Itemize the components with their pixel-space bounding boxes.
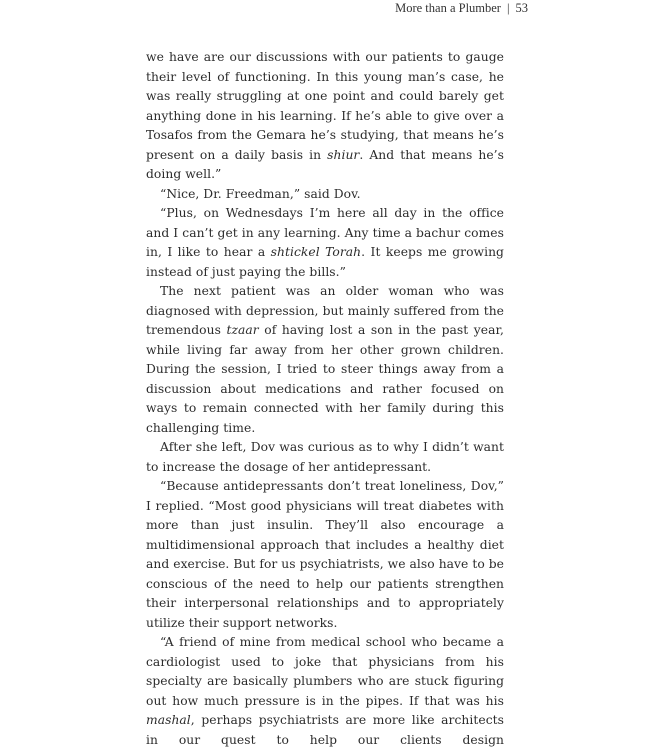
body-text bbox=[146, 48, 504, 750]
paragraph bbox=[146, 204, 504, 282]
text-run: The next patient was an older woman who was diagnosed with depression, but mainly suffered from the tremendous bbox=[146, 284, 504, 337]
italic-term: mashal bbox=[146, 713, 191, 727]
running-header bbox=[395, 0, 528, 16]
text-run: “Plus, on Wednesdays I’m here all day in the office and I can’t get in any learning. Any time a bachur comes in, I like to hear a bbox=[146, 206, 504, 259]
page-number: 53 bbox=[515, 1, 528, 15]
text-run: . And that means he’s doing well.” bbox=[146, 147, 504, 181]
text-run: we have are our discussions with our patients to gauge their level of functioning. In this young man’s case, he was really struggling at one point and could barely get anything done in his learning. If he’s able to give over a Tosafos from the Gemara he’s studying, that means he’s present on a daily basis in bbox=[146, 50, 504, 162]
italic-term: tzaar bbox=[226, 323, 259, 337]
header-separator: | bbox=[506, 1, 510, 15]
text-run: “A friend of mine from medical school who became a cardiologist used to joke that physicians from his specialty are basically plumbers who are stuck figuring out how much pressure is in the pipes. If that was his bbox=[146, 635, 504, 708]
paragraph bbox=[146, 48, 504, 185]
paragraph bbox=[146, 477, 504, 633]
text-run: “Because antidepressants don’t treat loneliness, Dov,” I replied. “Most good physicians will treat diabetes with more than just insulin. They’ll also encourage a multidimensional approach that includes a healthy diet and exercise. But for us psychiatrists, we also have to be conscious of the need to help our patients strengthen their interpersonal relationships and to appropriately utilize their support networks. bbox=[146, 479, 504, 630]
text-run: After she left, Dov was curious as to why I didn’t want to increase the dosage of her antidepressant. bbox=[146, 440, 504, 474]
text-run: , perhaps psychiatrists are more like architects in our quest to help our clients design bbox=[146, 713, 504, 747]
paragraph bbox=[146, 438, 504, 477]
paragraph bbox=[146, 633, 504, 750]
italic-term: shiur bbox=[327, 147, 360, 162]
text-run: “Nice, Dr. Freedman,” said Dov. bbox=[160, 186, 361, 201]
text-run: of having lost a son in the past year, while living far away from her other grown children. During the session, I tried to steer things away from a discussion about medications and rather focused on ways to remain connected with her family during this challenging time. bbox=[146, 323, 505, 435]
paragraph bbox=[146, 282, 504, 438]
paragraph bbox=[146, 185, 504, 205]
chapter-title: More than a Plumber bbox=[395, 1, 501, 15]
text-run: . It keeps me growing instead of just paying the bills.” bbox=[146, 245, 504, 279]
italic-term: shtickel Torah bbox=[270, 245, 362, 259]
